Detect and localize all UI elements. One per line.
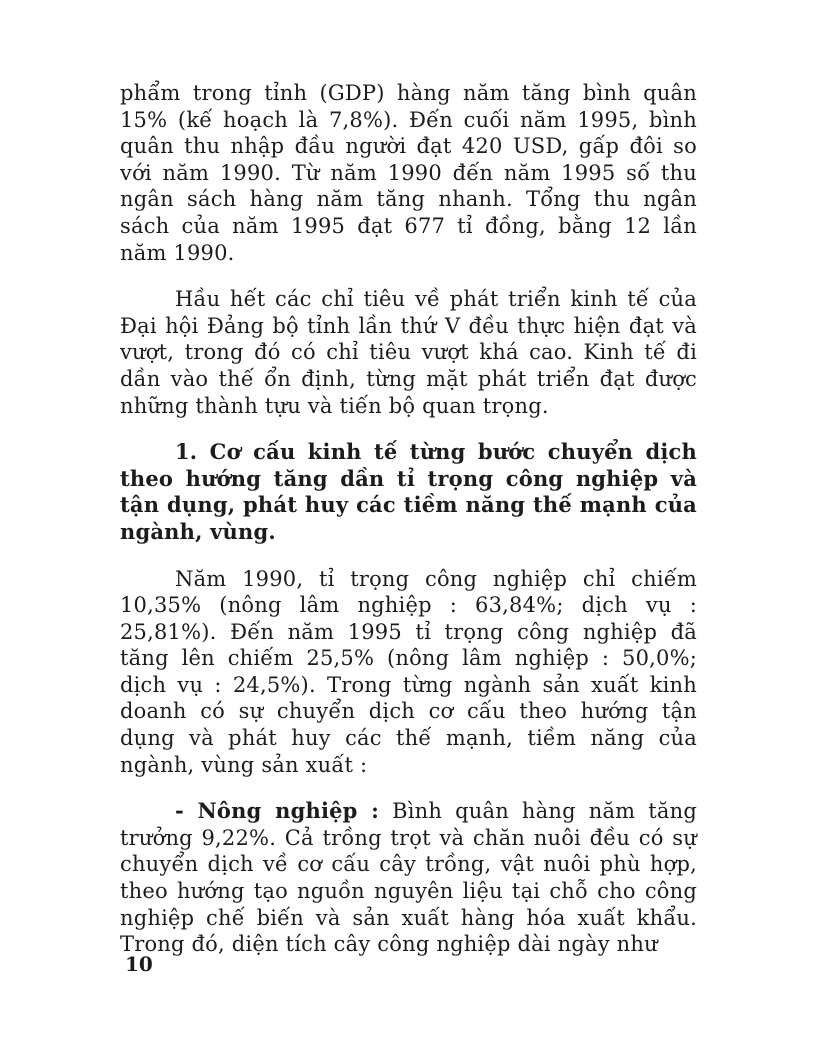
section-heading: 1. Cơ cấu kinh tế từng bước chuyển dịch theo hướng tăng dần tỉ trọng công nghiệp và tận dụng, phát huy các tiềm năng thế mạnh của ngành, vùng. (120, 439, 697, 544)
agriculture-body: Bình quân hàng năm tăng trưởng 9,22%. Cả trồng trọt và chăn nuôi đều có sự chuyển dịch về cơ cấu cây trồng, vật nuôi phù hợp, theo hướng tạo nguồn nguyên liệu tại chỗ cho công nghiệp chế biến và sản xuất hàng hóa xuất khẩu. Trong đó, diện tích cây công nghiệp dài ngày như (120, 799, 697, 957)
paragraph-economic-structure: Năm 1990, tỉ trọng công nghiệp chỉ chiếm 10,35% (nông lâm nghiệp : 63,84%; dịch vụ : 25,81%). Đến năm 1995 tỉ trọng công nghiệp đã tăng lên chiếm 25,5% (nông lâm nghiệp : 50,0%; dịch vụ : 24,5%). Trong từng ngành sản xuất kinh doanh có sự chuyển dịch cơ cấu theo hướng tận dụng và phát huy các thế mạnh, tiềm năng của ngành, vùng sản xuất : (120, 566, 697, 777)
paragraph-targets-achieved: Hầu hết các chỉ tiêu về phát triển kinh tế của Đại hội Đảng bộ tỉnh lần thứ V đều thực hiện đạt và vượt, trong đó có chỉ tiêu vượt khá cao. Kinh tế đi dần vào thế ổn định, từng mặt phát triển đạt được những thành tựu và tiến bộ quan trọng. (120, 287, 697, 418)
agriculture-lead: - Nông nghiệp : (175, 798, 380, 824)
page-content (120, 80, 697, 958)
page-number: 10 (125, 952, 153, 976)
paragraph-gdp-growth: phẩm trong tỉnh (GDP) hàng năm tăng bình quân 15% (kế hoạch là 7,8%). Đến cuối năm 1995, bình quân thu nhập đầu người đạt 420 USD, gấp đôi so với năm 1990. Từ năm 1990 đến năm 1995 số thu ngân sách hàng năm tăng nhanh. Tổng thu ngân sách của năm 1995 đạt 677 tỉ đồng, bằng 12 lần năm 1990. (120, 81, 697, 265)
paragraph-agriculture (120, 798, 697, 958)
